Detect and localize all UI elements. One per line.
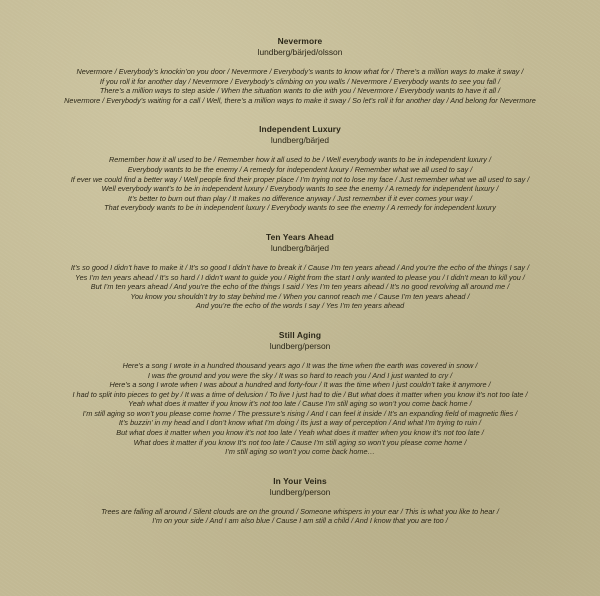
song-title: In Your Veins bbox=[273, 475, 327, 486]
lyric-line: It’s buzzin’ in my head and I don’t know what I’m doing / Its just a way of perception / And what I’m trying to ruin / bbox=[118, 418, 482, 428]
lyric-line: It’s better to burn out than play / It makes no difference anyway / Just remember if it ever comes your way / bbox=[127, 193, 473, 203]
lyric-line: Nevermore / Everybody’s knockin’on you door / Nevermore / Everybody’s wants to know what for / There’s a million ways to make it sway / bbox=[76, 67, 524, 76]
lyric-line: What does it matter if you know It’s not too late / Cause I’m still aging so won’t you please come home / bbox=[133, 437, 467, 447]
lyric-line: Yes I’m ten years ahead / It’s so hard / I didn’t want to guide you / Right from the start I only wanted to please you / I didn’t mean to kill you / bbox=[75, 272, 525, 282]
lyric-line: But what does it matter when you know it’s not too late / Yeah what does it matter when you know it’s not too late / bbox=[116, 428, 484, 438]
song-credits: lundberg/bärjed/olsson bbox=[257, 47, 343, 57]
lyric-line: Here’s a song I wrote in a hundred thousand years ago / It was the time when the earth was covered in snow / bbox=[122, 360, 478, 370]
song-still-aging bbox=[0, 330, 600, 457]
lyric-line: It’s so good I didn’t have to make it / It’s so good I didn’t have to break it / Cause I’m ten years ahead / And you’re the echo of the things I say / bbox=[70, 262, 530, 272]
song-ten-years-ahead bbox=[0, 232, 600, 311]
song-independent-luxury bbox=[0, 124, 600, 213]
lyric-line: I’m still aging so won’t you come back home… bbox=[225, 447, 375, 457]
lyric-line: Remember how it all used to be / Remember how it all used to be / Well everybody wants to be in independent luxury / bbox=[109, 155, 491, 165]
song-lyrics bbox=[0, 361, 600, 457]
song-in-your-veins bbox=[0, 476, 600, 526]
lyric-line: I’m still aging so won’t you please come home / The pressure’s rising / And I can feel it inside / It’s an expanding field of magnetic flies / bbox=[82, 408, 518, 418]
lyric-line: There’s a million ways to step aside / When the situation wants to die with you / Nevermore / Everybody wants to have it all / bbox=[99, 86, 501, 96]
lyric-line: If ever we could find a better way / Well people find their proper place / I’m trying not to lose my face / Just remember what we all used to say / bbox=[70, 174, 530, 184]
lyric-line: I was the ground and you were the sky / It was so hard to reach you / And I just wanted to cry / bbox=[147, 370, 453, 380]
lyric-line: I had to split into pieces to get by / It was a time of delusion / To live I just had to die / But what does it matter when you know it’s not too late / bbox=[72, 389, 528, 399]
lyric-line: And you’re the echo of the words I say / Yes I’m ten years ahead bbox=[195, 301, 405, 311]
lyric-line: Nevermore / Everybody’s waiting for a call / Well, there’s a million ways to make it sway / So let’s roll it for another day / And belong for Nevermore bbox=[64, 95, 536, 105]
song-credits: lundberg/bärjed bbox=[270, 135, 330, 146]
lyric-line: You know you shouldn’t try to stay behind me / When you cannot reach me / Cause I’m ten years ahead / bbox=[130, 291, 470, 301]
lyric-line: Everybody wants to be the enemy / A remedy for independent luxury / Remember what we all used to say / bbox=[127, 164, 473, 174]
song-credits: lundberg/person bbox=[269, 486, 331, 497]
song-nevermore bbox=[0, 36, 600, 105]
lyric-line: That everybody wants to be in independent luxury / Everybody wants to see the enemy / A remedy for independent luxury bbox=[104, 203, 496, 213]
song-lyrics bbox=[0, 507, 600, 526]
lyric-line: Well everybody want’s to be in independent luxury / Everybody wants to see the enemy / A remedy for independent luxury / bbox=[101, 184, 499, 194]
song-credits: lundberg/person bbox=[269, 340, 331, 351]
song-lyrics bbox=[0, 67, 600, 105]
lyric-line: Yeah what does it matter if you know it’s not too late / Cause I’m still aging so won’t you come back home / bbox=[128, 399, 472, 409]
lyric-line: Here’s a song I wrote when I was about a hundred and forty-four / It was the time when I just couldn’t take it anymore / bbox=[109, 380, 491, 390]
song-credits: lundberg/bärjed bbox=[270, 242, 330, 253]
lyric-line: Trees are falling all around / Silent clouds are on the ground / Someone whispers in your ear / This is what you like to hear / bbox=[101, 506, 499, 516]
song-lyrics bbox=[0, 263, 600, 311]
lyric-line: If you roll it for another day / Nevermore / Everybody’s climbing on you walls / Nevermore / Everybody wants to see you fall / bbox=[99, 76, 501, 86]
lyric-line: But I’m ten years ahead / And you’re the echo of the things I said / Yes I’m ten years ahead / It’s no good revolving all around me / bbox=[90, 282, 510, 292]
song-title: Ten Years Ahead bbox=[266, 231, 334, 242]
lyric-line: I’m on your side / And I am also blue / Cause I am still a child / And I know that you are too / bbox=[152, 516, 448, 526]
song-title: Independent Luxury bbox=[259, 124, 341, 135]
song-title: Still Aging bbox=[278, 329, 322, 340]
song-lyrics bbox=[0, 155, 600, 213]
song-title: Nevermore bbox=[277, 36, 323, 46]
